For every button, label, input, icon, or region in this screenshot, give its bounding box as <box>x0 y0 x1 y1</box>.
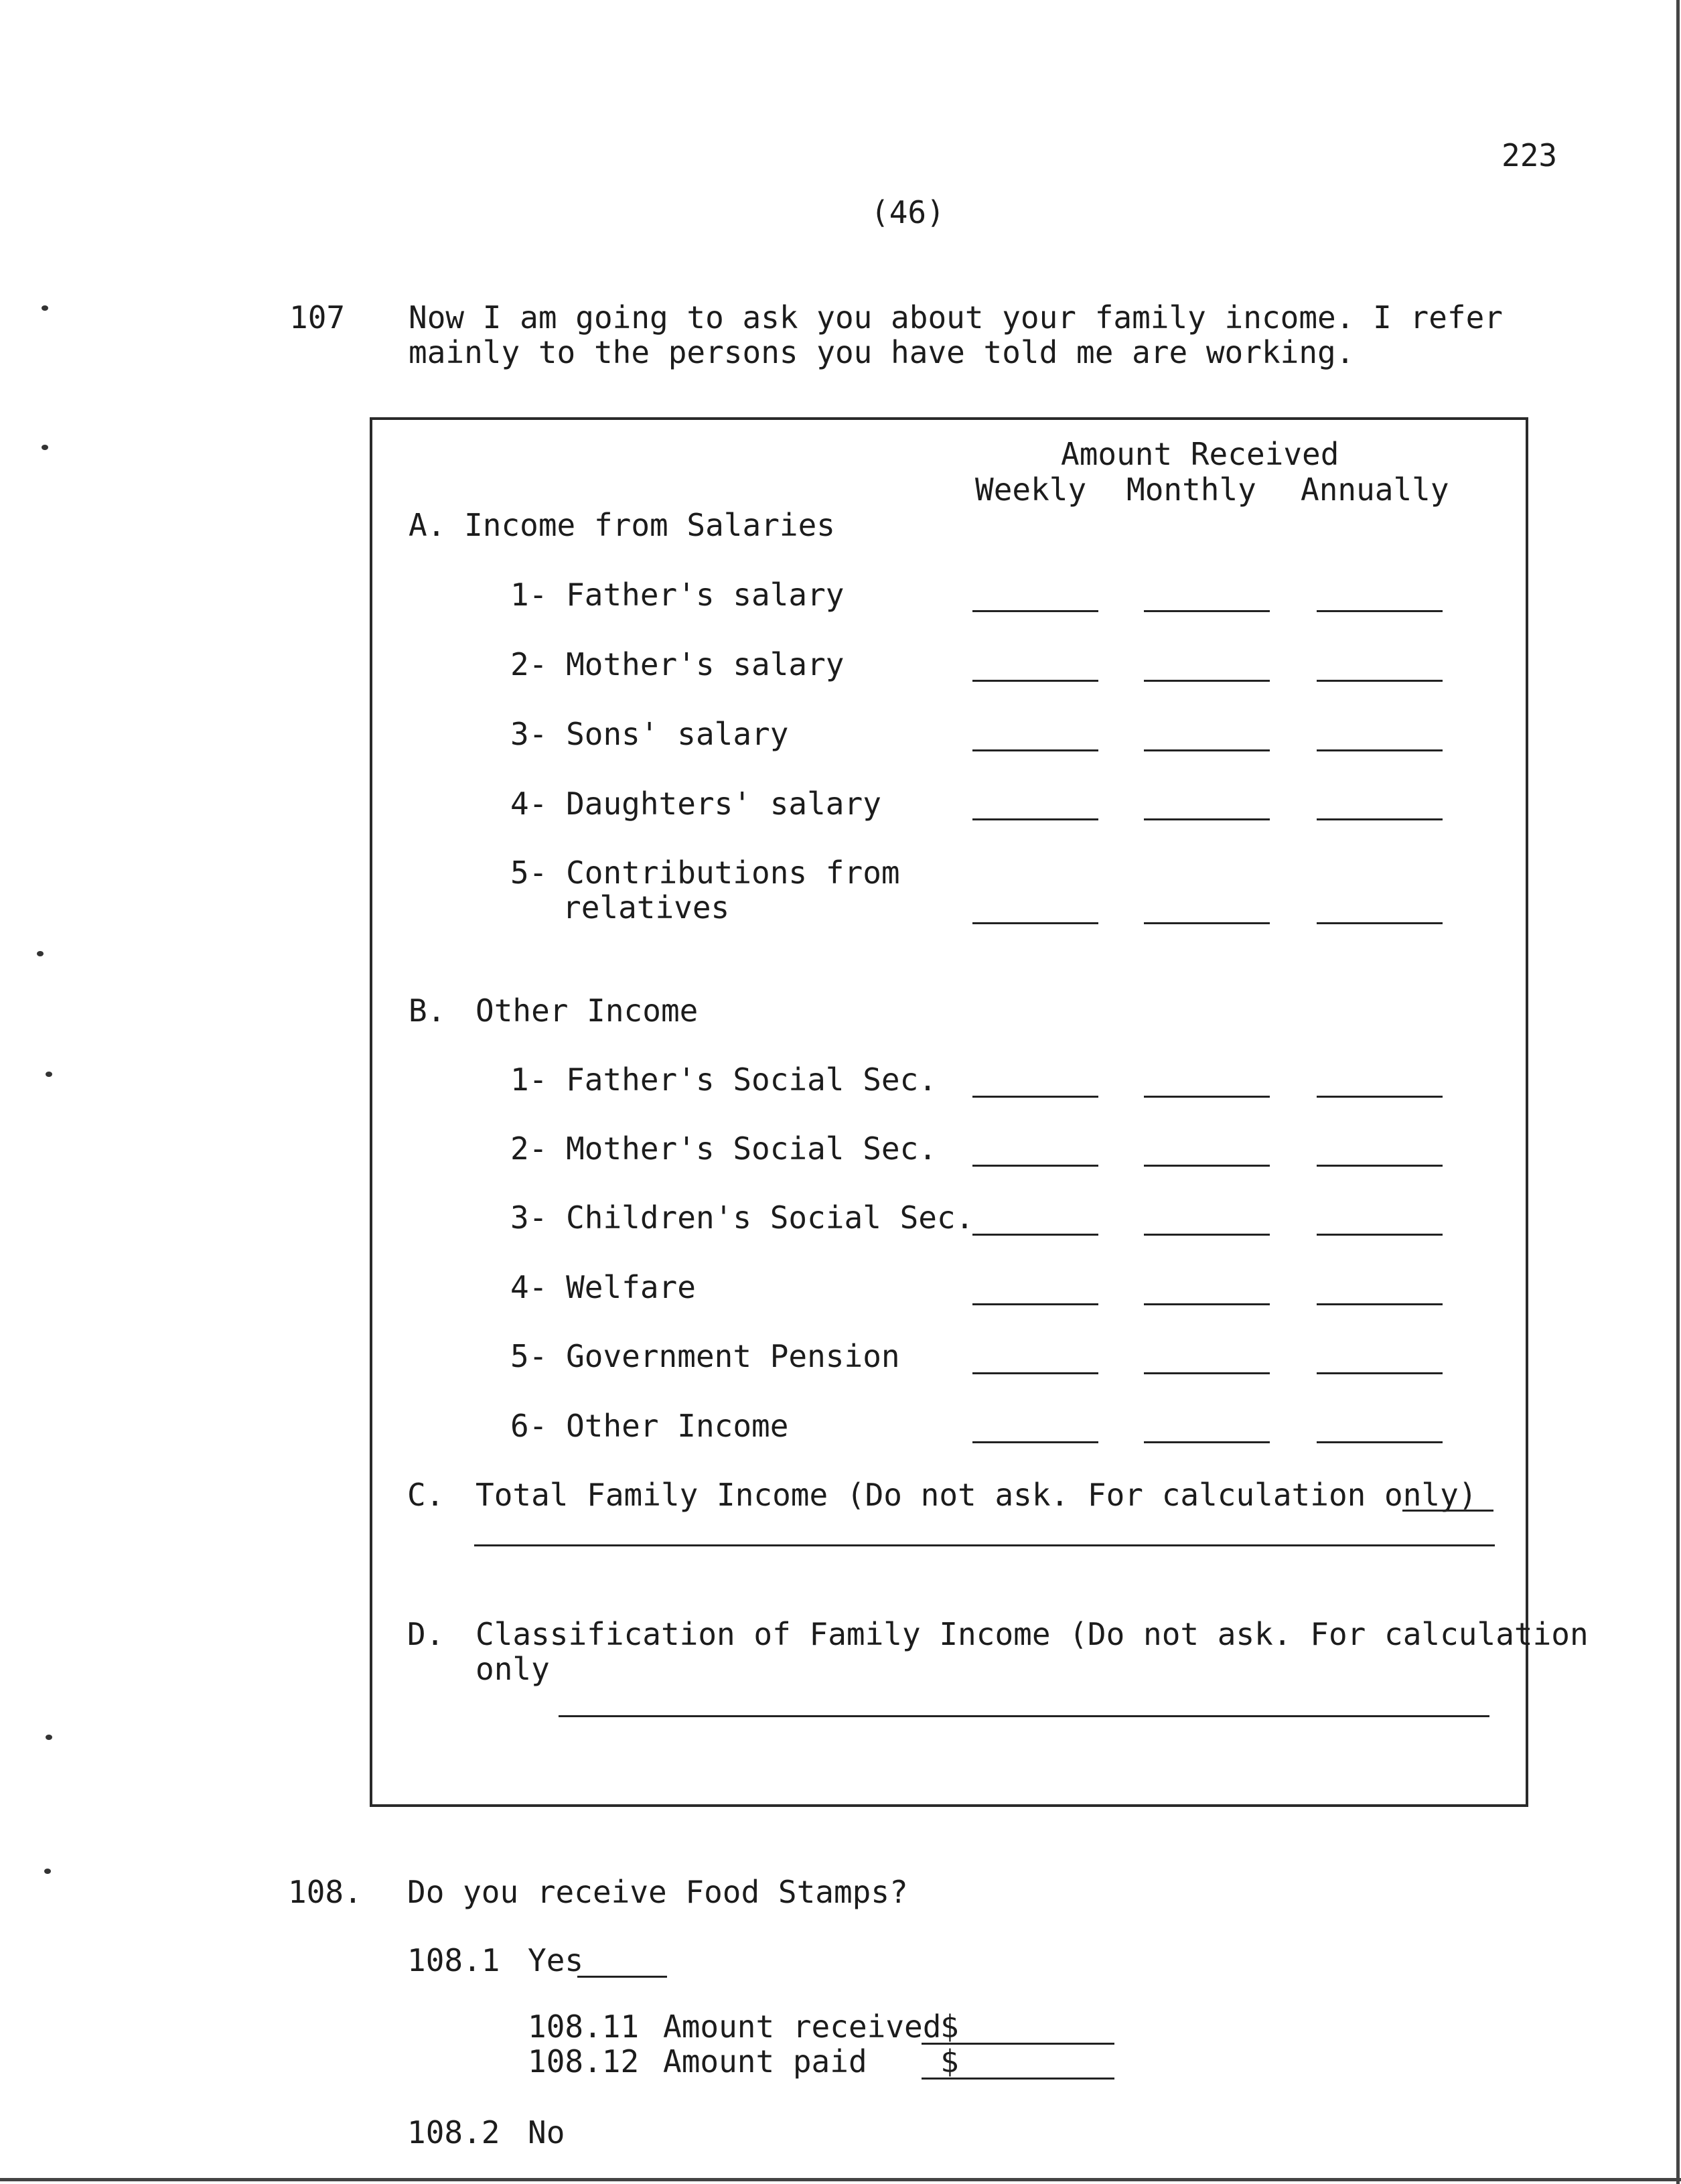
a-item-2: 2- Mother's salary <box>510 646 845 682</box>
b-item-6: 6- Other Income <box>510 1408 789 1444</box>
section-d-blank-line[interactable] <box>559 1715 1489 1717</box>
page-edge-bottom <box>0 2178 1681 2181</box>
blank-a5-weekly[interactable] <box>972 922 1098 924</box>
a-item-4: 4- Daughters' salary <box>510 786 881 822</box>
q108-yes-label: Yes <box>528 1942 584 1978</box>
blank-b1-weekly[interactable] <box>972 1096 1098 1098</box>
section-number: (46) <box>871 194 945 230</box>
blank-a2-annually[interactable] <box>1317 680 1443 682</box>
b-item-4: 4- Welfare <box>510 1269 696 1305</box>
page-edge-right <box>1676 0 1680 2184</box>
blank-b6-monthly[interactable] <box>1144 1441 1270 1443</box>
blank-b3-monthly[interactable] <box>1144 1234 1270 1236</box>
margin-speck <box>37 951 44 956</box>
blank-a5-monthly[interactable] <box>1144 922 1270 924</box>
income-table-box <box>370 417 1528 1807</box>
blank-a3-weekly[interactable] <box>972 749 1098 751</box>
blank-b5-weekly[interactable] <box>972 1372 1098 1374</box>
margin-speck <box>46 1735 52 1740</box>
blank-b6-weekly[interactable] <box>972 1441 1098 1443</box>
blank-b4-annually[interactable] <box>1317 1303 1443 1305</box>
q108-sub1-number: 108.11 <box>528 2009 640 2045</box>
blank-b5-annually[interactable] <box>1317 1372 1443 1374</box>
section-a-title: A. Income from Salaries <box>409 507 835 543</box>
a-item-5-cont: relatives <box>563 889 730 926</box>
q108-sub2-currency: $ <box>940 2043 959 2080</box>
blank-b2-annually[interactable] <box>1317 1165 1443 1167</box>
column-monthly: Monthly <box>1126 471 1256 508</box>
blank-a1-monthly[interactable] <box>1144 610 1270 612</box>
margin-speck <box>44 1869 51 1874</box>
q108-number: 108. <box>288 1874 362 1910</box>
blank-b3-weekly[interactable] <box>972 1234 1098 1236</box>
margin-speck <box>42 305 48 311</box>
column-annually: Annually <box>1301 471 1449 508</box>
q108-text: Do you receive Food Stamps? <box>407 1874 908 1910</box>
blank-a4-weekly[interactable] <box>972 818 1098 820</box>
blank-b5-monthly[interactable] <box>1144 1372 1270 1374</box>
blank-a5-annually[interactable] <box>1317 922 1443 924</box>
q108-no-label: No <box>528 2114 565 2151</box>
blank-a3-monthly[interactable] <box>1144 749 1270 751</box>
a-item-5: 5- Contributions from <box>510 855 900 891</box>
blank-b4-weekly[interactable] <box>972 1303 1098 1305</box>
q108-sub2-number: 108.12 <box>528 2043 640 2080</box>
b-item-5: 5- Government Pension <box>510 1338 900 1374</box>
blank-b1-annually[interactable] <box>1317 1096 1443 1098</box>
a-item-1: 1- Father's salary <box>510 577 845 613</box>
b-item-2: 2- Mother's Social Sec. <box>510 1131 937 1167</box>
section-b-title: Other Income <box>476 993 699 1029</box>
blank-b2-weekly[interactable] <box>972 1165 1098 1167</box>
margin-speck <box>42 445 48 450</box>
page-number: 223 <box>1502 137 1558 173</box>
a-item-3: 3- Sons' salary <box>510 716 789 752</box>
section-d-text-line1: Classification of Family Income (Do not ask. For calculation <box>476 1616 1589 1652</box>
blank-b1-monthly[interactable] <box>1144 1096 1270 1098</box>
q108-yes-number: 108.1 <box>407 1942 500 1978</box>
q108-no-number: 108.2 <box>407 2114 500 2151</box>
q108-sub2-blank[interactable] <box>922 2078 1114 2080</box>
blank-a4-monthly[interactable] <box>1144 818 1270 820</box>
q107-text-line1: Now I am going to ask you about your family income. I refer <box>409 299 1503 336</box>
column-weekly: Weekly <box>975 471 1087 508</box>
blank-a4-annually[interactable] <box>1317 818 1443 820</box>
section-c-blank-line[interactable] <box>474 1544 1495 1546</box>
blank-b3-annually[interactable] <box>1317 1234 1443 1236</box>
q108-sub2-label: Amount paid <box>663 2043 867 2080</box>
blank-b6-annually[interactable] <box>1317 1441 1443 1443</box>
b-item-1: 1- Father's Social Sec. <box>510 1062 937 1098</box>
q107-text-line2: mainly to the persons you have told me are working. <box>409 334 1355 370</box>
q107-number: 107 <box>289 299 346 336</box>
q108-sub1-currency: $ <box>940 2009 959 2045</box>
section-d-text-line2: only <box>476 1651 550 1687</box>
section-c-text: Total Family Income (Do not ask. For calculation only) <box>476 1477 1477 1513</box>
b-item-3: 3- Children's Social Sec. <box>510 1199 974 1236</box>
q108-yes-blank[interactable] <box>577 1976 667 1978</box>
section-c-letter: C. <box>407 1477 445 1513</box>
section-d-letter: D. <box>407 1616 445 1652</box>
amount-received-header: Amount Received <box>1061 436 1339 472</box>
blank-a2-weekly[interactable] <box>972 680 1098 682</box>
section-c-blank-inline[interactable] <box>1402 1510 1493 1512</box>
blank-a1-annually[interactable] <box>1317 610 1443 612</box>
blank-b4-monthly[interactable] <box>1144 1303 1270 1305</box>
blank-b2-monthly[interactable] <box>1144 1165 1270 1167</box>
q108-sub1-label: Amount received <box>663 2009 942 2045</box>
section-b-letter: B. <box>409 993 446 1029</box>
margin-speck <box>46 1072 52 1077</box>
blank-a1-weekly[interactable] <box>972 610 1098 612</box>
blank-a2-monthly[interactable] <box>1144 680 1270 682</box>
blank-a3-annually[interactable] <box>1317 749 1443 751</box>
